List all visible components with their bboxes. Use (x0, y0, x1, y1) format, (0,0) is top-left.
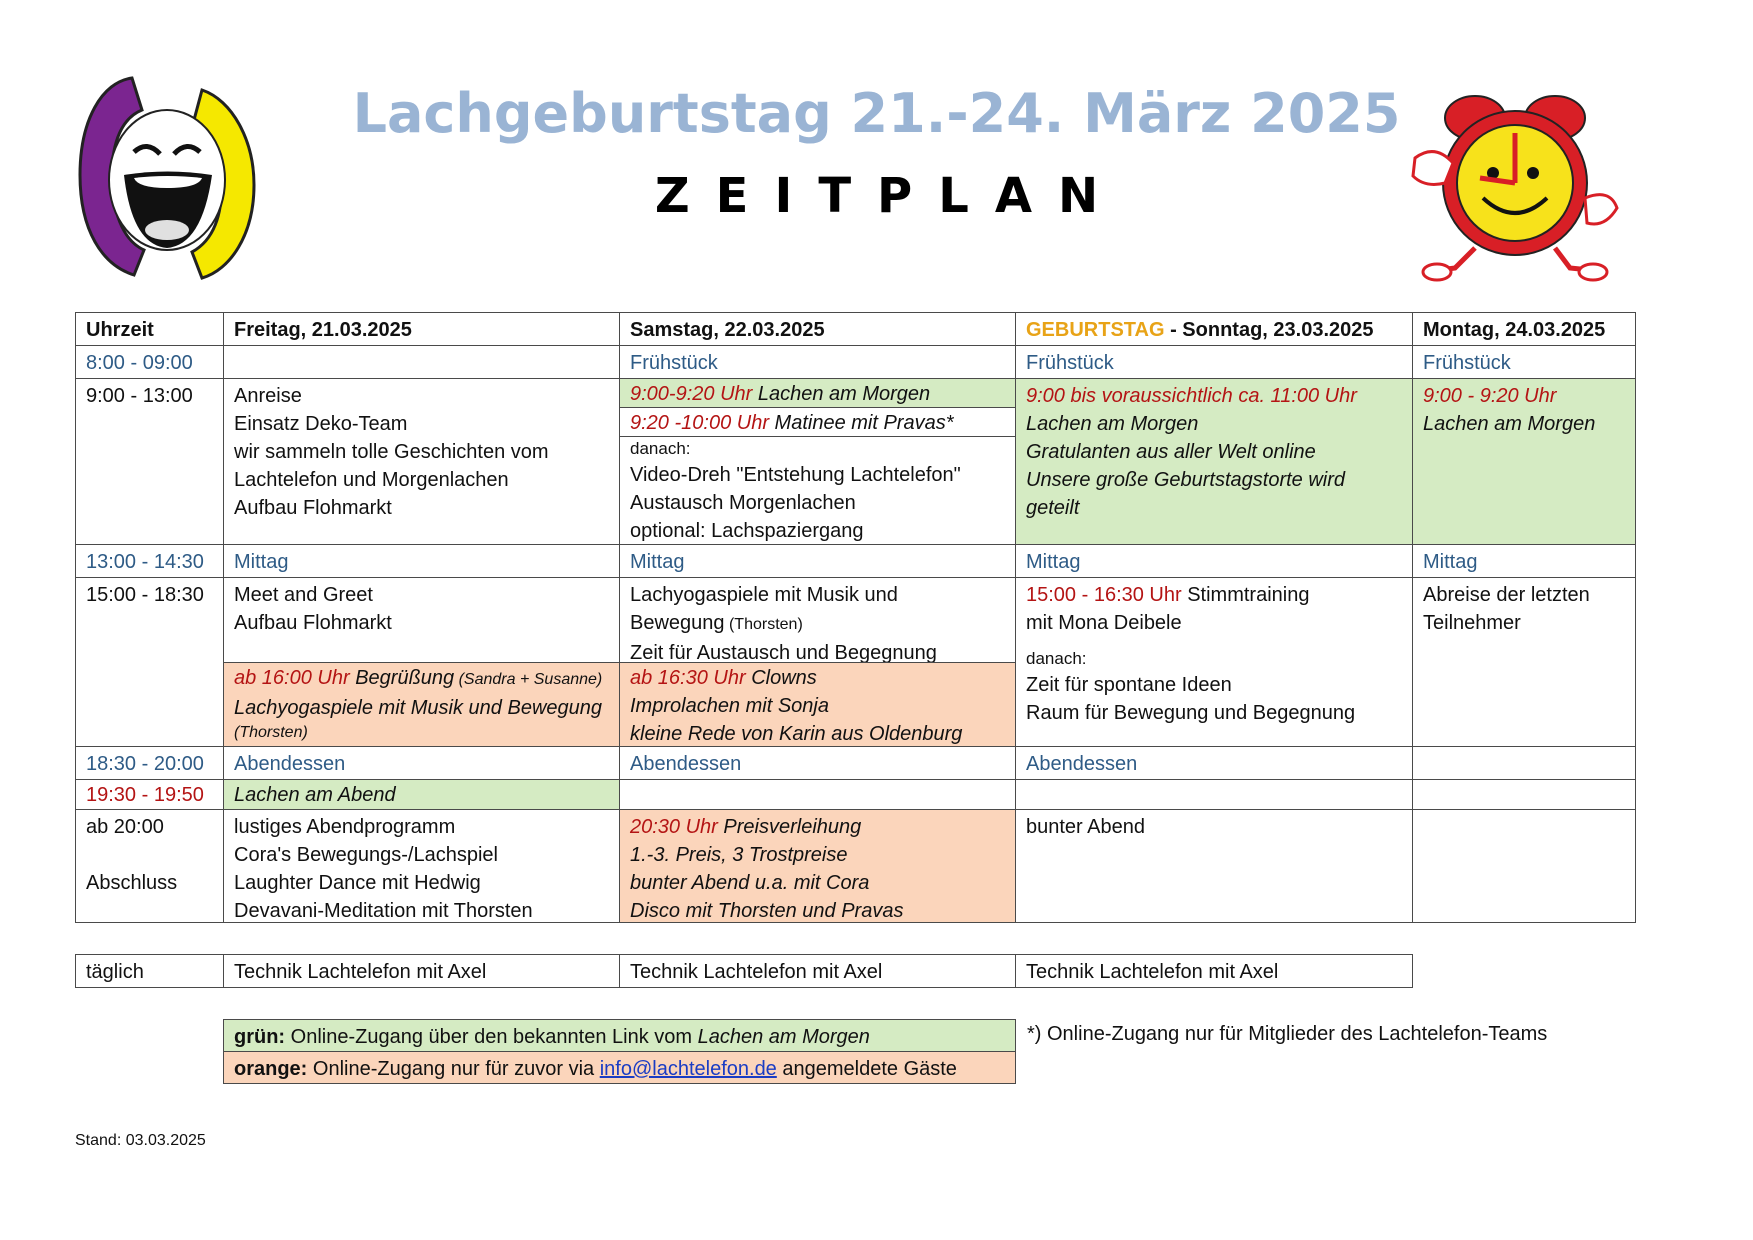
row2-sat-a: 9:00-9:20 Uhr Lachen am Morgen (619, 378, 1016, 408)
row2-mon: 9:00 - 9:20 Uhr Lachen am Morgen (1412, 378, 1636, 545)
row4-fri-top: Meet and Greet Aufbau Flohmarkt (223, 577, 620, 663)
footnote: *) Online-Zugang nur für Mitglieder des Lachtelefon-Teams (1027, 1023, 1548, 1045)
row1-fri (223, 345, 620, 379)
row2-sat-b: 9:20 -10:00 Uhr Matinee mit Pravas* (619, 407, 1016, 437)
row3-fri: Mittag (223, 544, 620, 578)
row5-time: 18:30 - 20:00 (75, 746, 224, 780)
row6-sun (1015, 779, 1413, 810)
row4-sat-top: Lachyogaspiele mit Musik und Bewegung (Thorsten) Zeit für Austausch und Begegnung (619, 577, 1016, 663)
row5-fri: Abendessen (223, 746, 620, 780)
daily-sun: Technik Lachtelefon mit Axel (1015, 954, 1413, 988)
row1-mon: Frühstück (1412, 345, 1636, 379)
row2-sat-c: danach: Video-Dreh "Entstehung Lachtelefon" Austausch Morgenlachen optional: Lachspaziergang (619, 436, 1016, 545)
row4-time: 15:00 - 18:30 (75, 577, 224, 747)
row4-sun: 15:00 - 16:30 Uhr Stimmtraining mit Mona Deibele danach: Zeit für spontane Ideen Raum für Bewegung und Begegnung (1015, 577, 1413, 747)
row6-sat (619, 779, 1016, 810)
page-subtitle: ZEITPLAN (654, 168, 1125, 224)
row5-sun: Abendessen (1015, 746, 1413, 780)
header-time: Uhrzeit (75, 312, 224, 346)
row4-mon: Abreise der letzten Teilnehmer (1412, 577, 1636, 747)
row6-mon (1412, 779, 1636, 810)
row3-sat: Mittag (619, 544, 1016, 578)
row1-time: 8:00 - 09:00 (75, 345, 224, 379)
row5-sat: Abendessen (619, 746, 1016, 780)
row3-sun: Mittag (1015, 544, 1413, 578)
page-title: Lachgeburtstag 21.-24. März 2025 (352, 82, 1401, 145)
row1-sat: Frühstück (619, 345, 1016, 379)
row1-sun: Frühstück (1015, 345, 1413, 379)
geburtstag-label: GEBURTSTAG (1026, 319, 1165, 341)
daily-fri: Technik Lachtelefon mit Axel (223, 954, 620, 988)
row7-sat: 20:30 Uhr Preisverleihung 1.-3. Preis, 3 Trostpreise bunter Abend u.a. mit Cora Disco mit Thorsten und Pravas (619, 809, 1016, 923)
row2-sun: 9:00 bis voraussichtlich ca. 11:00 Uhr Lachen am Morgen Gratulanten aus aller Welt online Unsere große Geburtstagstorte wird geteilt (1015, 378, 1413, 545)
legend-orange: orange: Online-Zugang nur für zuvor via info@lachtelefon.de angemeldete Gäste (223, 1051, 1016, 1084)
header-sun: GEBURTSTAG - Sonntag, 23.03.2025 (1015, 312, 1413, 346)
email-link[interactable]: info@lachtelefon.de (599, 1058, 777, 1080)
header-fri: Freitag, 21.03.2025 (223, 312, 620, 346)
stand-date: Stand: 03.03.2025 (75, 1132, 206, 1149)
row2-time: 9:00 - 13:00 (75, 378, 224, 545)
row2-fri: Anreise Einsatz Deko-Team wir sammeln tolle Geschichten vom Lachtelefon und Morgenlachen Aufbau Flohmarkt (223, 378, 620, 545)
row6-fri: Lachen am Abend (223, 779, 620, 810)
daily-sat: Technik Lachtelefon mit Axel (619, 954, 1016, 988)
row7-mon (1412, 809, 1636, 923)
row7-sun: bunter Abend (1015, 809, 1413, 923)
header-sat: Samstag, 22.03.2025 (619, 312, 1016, 346)
row6-time: 19:30 - 19:50 (75, 779, 224, 810)
row5-mon (1412, 746, 1636, 780)
row3-time: 13:00 - 14:30 (75, 544, 224, 578)
row4-fri-bottom: ab 16:00 Uhr Begrüßung (Sandra + Susanne) Lachyogaspiele mit Musik und Bewegung (Thorsten) (223, 662, 620, 747)
legend-green: grün: Online-Zugang über den bekannten Link vom Lachen am Morgen (223, 1019, 1016, 1052)
row4-sat-bottom: ab 16:30 Uhr Clowns Improlachen mit Sonja kleine Rede von Karin aus Oldenburg (619, 662, 1016, 747)
header-mon: Montag, 24.03.2025 (1412, 312, 1636, 346)
row7-fri: lustiges Abendprogramm Cora's Bewegungs-/Lachspiel Laughter Dance mit Hedwig Devavani-Meditation mit Thorsten (223, 809, 620, 923)
daily-label: täglich (75, 954, 224, 988)
row7-time: ab 20:00 Abschluss (75, 809, 224, 923)
row3-mon: Mittag (1412, 544, 1636, 578)
